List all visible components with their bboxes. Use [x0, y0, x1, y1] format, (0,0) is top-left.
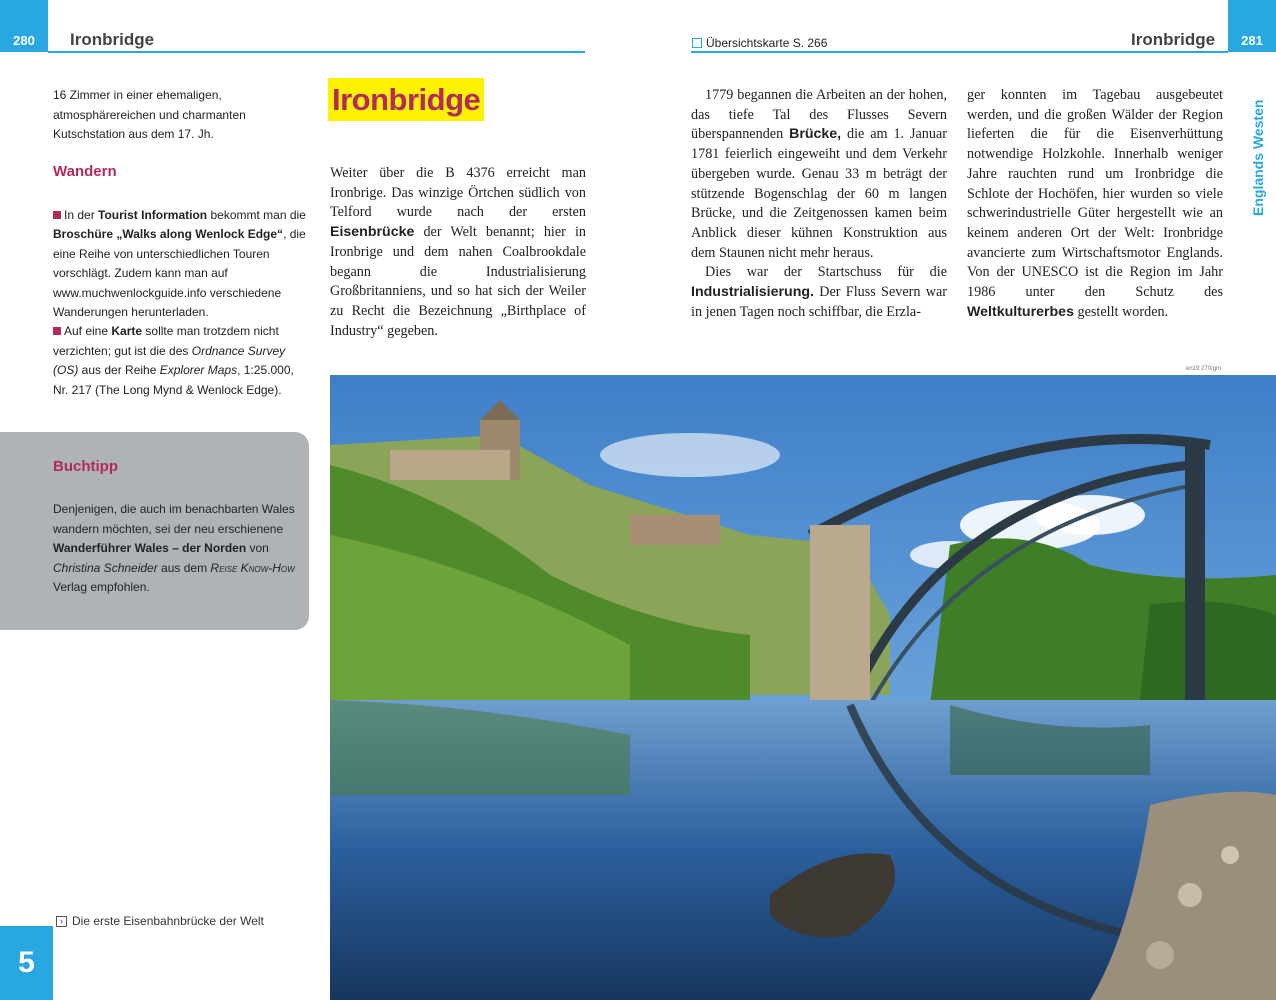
intro-text: 16 Zimmer in einer ehemaligen, atmosphärereichen und charmanten Kutschstation aus dem 17. Jh. [53, 88, 246, 141]
photo-credit: en19 270/gm [1186, 366, 1222, 372]
wandern-section: In der Tourist Information bekommt man die Broschüre „Walks along Wenlock Edge“, die eine Reihe von unterschiedlichen Touren vorschlägt. Zudem kann man auf www.muchwenlockguide.info verschiedene Wanderungen herunterladen. Auf eine Karte sollte man trotzdem nicht verzichten; gut ist die des Ordnance Survey (OS) aus der Reihe Explorer Maps, 1:25.000, Nr. 217 (The Long Mynd & Wenlock Edge). [53, 208, 306, 397]
chapter-number: 5 [0, 926, 53, 1000]
caption-arrow-icon: › [56, 916, 67, 927]
wandern-heading: Wandern [53, 163, 117, 180]
page-number-left: 280 [0, 28, 48, 52]
article-title: Ironbridge [328, 78, 484, 121]
page-number-right: 281 [1228, 28, 1276, 52]
map-reference-label: Übersichtskarte S. 266 [706, 36, 828, 50]
ironbridge-photo [330, 375, 1276, 1000]
bullet-icon [53, 327, 61, 335]
buchtipp-text: Denjenigen, die auch im benachbarten Wales wandern möchten, sei der neu erschienene Wanderführer Wales – der Norden von Christina Schneider aus dem Reise Know-How Verlag empfohlen. [53, 502, 295, 595]
article-column-3: ger konnten im Tagebau ausgebeutet werden, und die großen Wälder der Region lieferten die für die Eisenverhüttung notwendige Holzkohle. Innerhalb weniger Jahre rauchten rund um Ironbridge die Schlote der Hochöfen, hier wurden so viele schwerindustrielle Güter hergestellt wie an keinem anderen Ort der Welt: Ironbridge avancierte zum Wirtschaftsmotor Englands. Von der UNESCO ist die Region im Jahr 1986 unter den Schutz des Weltkulturerbes gestellt worden. [967, 87, 1223, 320]
running-header-right: Ironbridge [1131, 30, 1216, 49]
region-side-tab: Englands Westen [1250, 99, 1266, 216]
header-accent-right [1228, 0, 1276, 28]
header-rule-right [691, 51, 1228, 53]
buchtipp-heading: Buchtipp [53, 458, 118, 475]
bullet-icon [53, 211, 61, 219]
article-column-2: 1779 begannen die Arbeiten an der hohen, das tiefe Tal des Flusses Severn überspannenden Brücke, die am 1. Januar 1781 feierlich eingeweiht und dem Verkehr übergeben wurde. Genau 33 m beträgt der stützende Bogenschlag der 60 m langen Brücke, und die Zeitgenossen kamen beim Anblick dieser kühnen Konstruktion aus dem Staunen nicht mehr heraus. Dies war der Startschuss für die Industrialisierung. Der Fluss Severn war in jenen Tagen noch schiffbar, die Erzla- [691, 87, 947, 320]
photo-caption: › Die erste Eisenbahnbrücke der Welt [56, 914, 264, 928]
header-rule-left [48, 51, 585, 53]
header-accent-left [0, 0, 48, 28]
article-column-1: Weiter über die B 4376 erreicht man Ironbrige. Das winzige Örtchen südlich von Telford wurde nach der ersten Eisenbrücke der Welt benannt; hier in Ironbrige und dem nahen Coalbrookdale begann die Industrialisierung Großbritanniens, und so hat sich der Weiler zu Recht die Bezeichnung „Birthplace of Industry“ gegeben. [330, 165, 586, 339]
running-header-left: Ironbridge [70, 30, 155, 49]
map-reference[interactable] [692, 36, 827, 50]
map-square-icon [692, 38, 702, 48]
